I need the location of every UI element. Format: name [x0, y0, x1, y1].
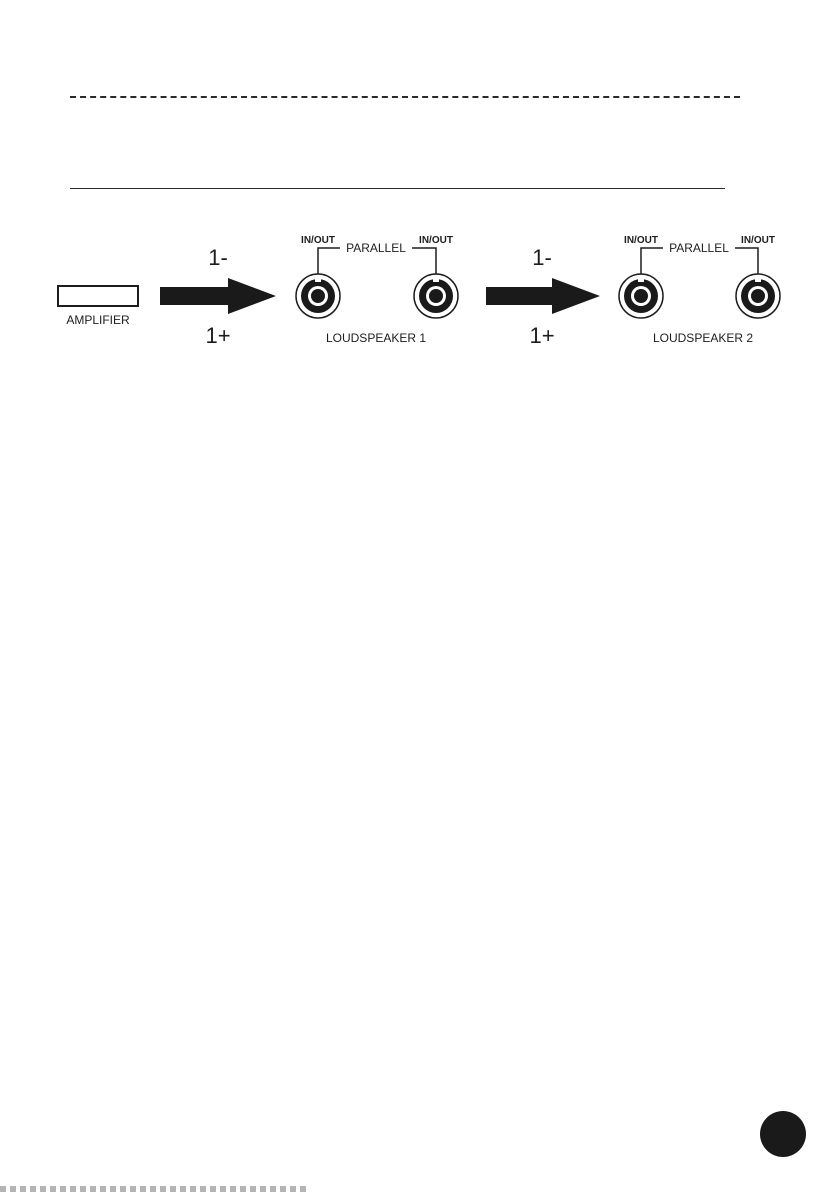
page-marker	[760, 1111, 806, 1157]
speakon-jack-icon	[619, 274, 663, 318]
amplifier-label: AMPLIFIER	[66, 313, 130, 327]
speaker-1-right-bracket	[412, 248, 436, 275]
arrow-right-icon	[486, 278, 600, 314]
arrow-right-icon	[160, 278, 276, 314]
speakon-jack-icon	[736, 274, 780, 318]
speaker-2-left-jack-label: IN/OUT	[624, 235, 658, 246]
speaker-2-parallel-label: PARALLEL	[669, 241, 729, 255]
speakon-jack-icon	[414, 274, 458, 318]
connection-2	[486, 245, 600, 348]
amplifier-box	[58, 286, 138, 306]
speaker-1-name: LOUDSPEAKER 1	[325, 331, 427, 345]
connection-1-minus-label: 1-	[208, 245, 228, 270]
speaker-1-left-jack-label: IN/OUT	[301, 235, 335, 246]
speaker-2-right-jack-label: IN/OUT	[741, 235, 775, 246]
speaker-2-left-bracket	[641, 248, 663, 275]
connection-2-plus-label: 1+	[529, 323, 555, 348]
speaker-2-right-bracket	[735, 248, 758, 275]
loudspeaker-2	[619, 235, 780, 345]
speakon-jack-icon	[296, 274, 340, 318]
wiring-diagram	[0, 0, 840, 400]
connection-1-plus-label: 1+	[205, 323, 231, 348]
speaker-1-parallel-label: PARALLEL	[346, 241, 406, 255]
loudspeaker-1	[296, 235, 458, 345]
print-marks	[0, 1186, 310, 1192]
connection-1	[160, 245, 276, 348]
amplifier	[58, 286, 138, 327]
speaker-1-right-jack-label: IN/OUT	[419, 235, 453, 246]
speaker-2-name: LOUDSPEAKER 2	[652, 331, 754, 345]
speaker-1-left-bracket	[318, 248, 340, 275]
connection-2-minus-label: 1-	[532, 245, 552, 270]
